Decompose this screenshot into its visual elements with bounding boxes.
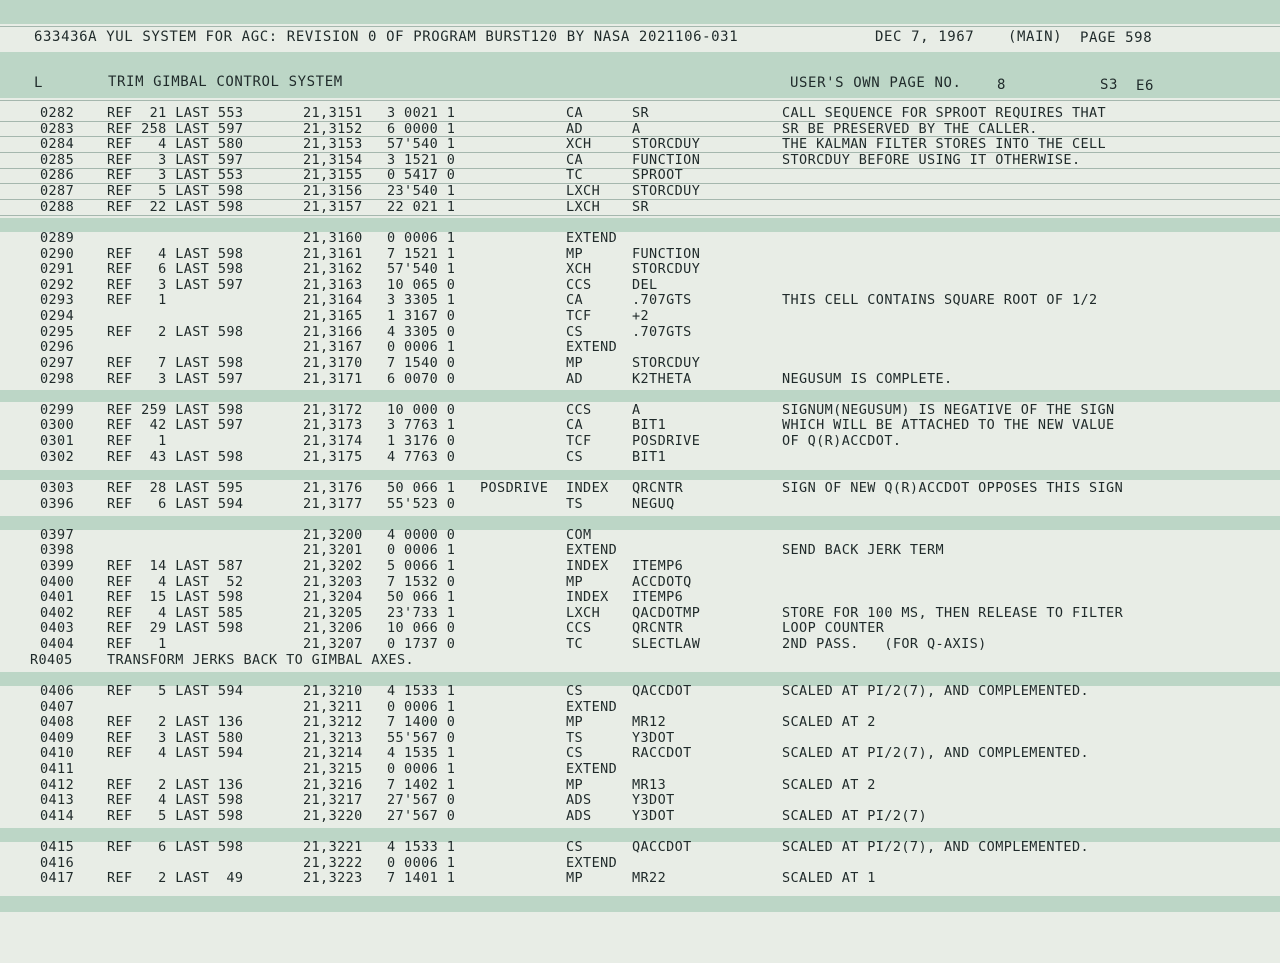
- ref-field: REF 3 LAST 597: [107, 276, 244, 293]
- opcode-field: CS: [566, 745, 584, 762]
- opcode-field: XCH: [566, 136, 592, 153]
- opcode-field: LXCH: [566, 198, 601, 215]
- comment-field: SR BE PRESERVED BY THE CALLER.: [782, 120, 1038, 137]
- ref-field: REF 6 LAST 598: [107, 839, 244, 856]
- ref-field: REF 4 LAST 594: [107, 745, 244, 762]
- opcode-field: INDEX: [566, 557, 609, 574]
- opcode-field: TS: [566, 495, 584, 512]
- opcode-field: LXCH: [566, 604, 601, 621]
- line-number: 0288: [40, 198, 75, 215]
- ref-field: REF 1: [107, 292, 167, 309]
- word-field: 50 066 1: [387, 479, 456, 496]
- line-number: 0295: [40, 323, 75, 340]
- word-field: 7 1400 0: [387, 714, 456, 731]
- address-field: 21,3162: [303, 261, 363, 278]
- line-number: 0283: [40, 120, 75, 137]
- word-field: 0 0006 1: [387, 542, 456, 559]
- line-number: 0399: [40, 557, 75, 574]
- opcode-field: COM: [566, 526, 592, 543]
- opcode-field: TS: [566, 729, 584, 746]
- paper-band: [0, 470, 1280, 480]
- operand-field: QRCNTR: [632, 620, 684, 637]
- operand-field: STORCDUY: [632, 261, 701, 278]
- address-field: 21,3214: [303, 745, 363, 762]
- address-field: 21,3217: [303, 792, 363, 809]
- ref-field: REF 3 LAST 597: [107, 370, 244, 387]
- ref-field: TRANSFORM JERKS BACK TO GIMBAL AXES.: [107, 651, 414, 668]
- opcode-field: LXCH: [566, 183, 601, 200]
- word-field: 6 0000 1: [387, 120, 456, 137]
- banner-title: 633436A YUL SYSTEM FOR AGC: REVISION 0 OF PROGRAM BURST120 BY NASA 2021106-031: [34, 29, 739, 45]
- line-number: 0415: [40, 839, 75, 856]
- address-field: 21,3213: [303, 729, 363, 746]
- address-field: 21,3212: [303, 714, 363, 731]
- ref-field: REF 5 LAST 598: [107, 183, 244, 200]
- line-number: 0406: [40, 682, 75, 699]
- address-field: 21,3205: [303, 604, 363, 621]
- word-field: 0 0006 1: [387, 761, 456, 778]
- word-field: 7 1532 0: [387, 573, 456, 590]
- line-number: 0408: [40, 714, 75, 731]
- line-number: 0400: [40, 573, 75, 590]
- operand-field: A: [632, 401, 641, 418]
- comment-field: SCALED AT PI/2(7): [782, 807, 927, 824]
- line-number: 0293: [40, 292, 75, 309]
- ref-field: REF 4 LAST 52: [107, 573, 244, 590]
- line-number: 0292: [40, 276, 75, 293]
- address-field: 21,3176: [303, 479, 363, 496]
- ref-field: REF 6 LAST 594: [107, 495, 244, 512]
- comment-field: SEND BACK JERK TERM: [782, 542, 945, 559]
- address-field: 21,3211: [303, 698, 363, 715]
- opcode-field: CS: [566, 323, 584, 340]
- address-field: 21,3204: [303, 589, 363, 606]
- operand-field: ACCDOTQ: [632, 573, 692, 590]
- address-field: 21,3154: [303, 151, 363, 168]
- word-field: 0 1737 0: [387, 636, 456, 653]
- word-field: 4 7763 0: [387, 448, 456, 465]
- word-field: 55'567 0: [387, 729, 456, 746]
- comment-field: SCALED AT PI/2(7), AND COMPLEMENTED.: [782, 745, 1089, 762]
- line-number: 0298: [40, 370, 75, 387]
- opcode-field: EXTEND: [566, 854, 618, 871]
- opcode-field: EXTEND: [566, 542, 618, 559]
- opcode-field: ADS: [566, 792, 592, 809]
- ref-field: REF 14 LAST 587: [107, 557, 244, 574]
- comment-field: SIGN OF NEW Q(R)ACCDOT OPPOSES THIS SIGN: [782, 479, 1124, 496]
- comment-field: 2ND PASS. (FOR Q-AXIS): [782, 636, 987, 653]
- opcode-field: MP: [566, 573, 584, 590]
- opcode-field: INDEX: [566, 479, 609, 496]
- address-field: 21,3171: [303, 370, 363, 387]
- word-field: 7 1402 1: [387, 776, 456, 793]
- address-field: 21,3157: [303, 198, 363, 215]
- opcode-field: CS: [566, 839, 584, 856]
- address-field: 21,3174: [303, 433, 363, 450]
- ref-field: REF 6 LAST 598: [107, 261, 244, 278]
- address-field: 21,3215: [303, 761, 363, 778]
- operand-field: .707GTS: [632, 292, 692, 309]
- line-number: 0398: [40, 542, 75, 559]
- ref-field: REF 258 LAST 597: [107, 120, 244, 137]
- line-number: 0282: [40, 105, 75, 121]
- operand-field: POSDRIVE: [632, 433, 701, 450]
- ref-field: REF 43 LAST 598: [107, 448, 244, 465]
- ref-field: REF 5 LAST 594: [107, 682, 244, 699]
- opcode-field: CA: [566, 105, 584, 121]
- paper-rule: [0, 100, 1280, 101]
- opcode-field: CA: [566, 151, 584, 168]
- address-field: 21,3166: [303, 323, 363, 340]
- operand-field: K2THETA: [632, 370, 692, 387]
- address-field: 21,3173: [303, 417, 363, 434]
- operand-field: Y3DOT: [632, 807, 675, 824]
- comment-field: THE KALMAN FILTER STORES INTO THE CELL: [782, 136, 1107, 153]
- word-field: 7 1401 1: [387, 870, 456, 887]
- address-field: 21,3177: [303, 495, 363, 512]
- opcode-field: MP: [566, 870, 584, 887]
- paper-band: [0, 0, 1280, 24]
- address-field: 21,3203: [303, 573, 363, 590]
- line-number: 0285: [40, 151, 75, 168]
- line-number: R0405: [30, 651, 73, 668]
- line-number: 0411: [40, 761, 75, 778]
- opcode-field: AD: [566, 120, 584, 137]
- operand-field: .707GTS: [632, 323, 692, 340]
- comment-field: LOOP COUNTER: [782, 620, 885, 637]
- opcode-field: CS: [566, 682, 584, 699]
- line-number: 0404: [40, 636, 75, 653]
- word-field: 0 5417 0: [387, 167, 456, 184]
- comment-field: SCALED AT 2: [782, 776, 876, 793]
- word-field: 23'733 1: [387, 604, 456, 621]
- line-number: 0412: [40, 776, 75, 793]
- label-field: POSDRIVE: [480, 479, 549, 496]
- ref-field: REF 2 LAST 136: [107, 776, 244, 793]
- line-number: 0294: [40, 308, 75, 325]
- operand-field: Y3DOT: [632, 729, 675, 746]
- users-page-label: USER'S OWN PAGE NO.: [790, 75, 962, 91]
- address-field: 21,3170: [303, 354, 363, 371]
- word-field: 10 000 0: [387, 401, 456, 418]
- ref-field: REF 259 LAST 598: [107, 401, 244, 418]
- line-number: 0414: [40, 807, 75, 824]
- address-field: 21,3222: [303, 854, 363, 871]
- operand-field: RACCDOT: [632, 745, 692, 762]
- ref-field: REF 22 LAST 598: [107, 198, 244, 215]
- opcode-field: TC: [566, 167, 584, 184]
- word-field: 4 1533 1: [387, 839, 456, 856]
- comment-field: STORE FOR 100 MS, THEN RELEASE TO FILTER: [782, 604, 1124, 621]
- address-field: 21,3210: [303, 682, 363, 699]
- address-field: 21,3223: [303, 870, 363, 887]
- comment-field: OF Q(R)ACCDOT.: [782, 433, 902, 450]
- word-field: 0 0006 1: [387, 698, 456, 715]
- ref-field: REF 1: [107, 636, 167, 653]
- operand-field: BIT1: [632, 448, 667, 465]
- opcode-field: CA: [566, 417, 584, 434]
- banner-page: PAGE 598: [1080, 30, 1153, 46]
- operand-field: FUNCTION: [632, 245, 701, 262]
- ref-field: REF 2 LAST 598: [107, 323, 244, 340]
- word-field: 6 0070 0: [387, 370, 456, 387]
- line-number: 0410: [40, 745, 75, 762]
- ref-field: REF 4 LAST 598: [107, 245, 244, 262]
- ref-field: REF 4 LAST 585: [107, 604, 244, 621]
- line-number: 0296: [40, 339, 75, 356]
- word-field: 1 3176 0: [387, 433, 456, 450]
- address-field: 21,3152: [303, 120, 363, 137]
- line-number: 0396: [40, 495, 75, 512]
- address-field: 21,3172: [303, 401, 363, 418]
- word-field: 3 3305 1: [387, 292, 456, 309]
- operand-field: ITEMP6: [632, 589, 684, 606]
- opcode-field: MP: [566, 714, 584, 731]
- ref-field: REF 1: [107, 433, 167, 450]
- address-field: 21,3161: [303, 245, 363, 262]
- operand-field: STORCDUY: [632, 183, 701, 200]
- line-number: 0290: [40, 245, 75, 262]
- address-field: 21,3167: [303, 339, 363, 356]
- line-number: 0416: [40, 854, 75, 871]
- e-code: E6: [1136, 78, 1155, 94]
- opcode-field: XCH: [566, 261, 592, 278]
- paper-band: [0, 896, 1280, 912]
- operand-field: QRCNTR: [632, 479, 684, 496]
- operand-field: NEGUQ: [632, 495, 675, 512]
- word-field: 55'523 0: [387, 495, 456, 512]
- address-field: 21,3163: [303, 276, 363, 293]
- address-field: 21,3201: [303, 542, 363, 559]
- word-field: 7 1540 0: [387, 354, 456, 371]
- log-marker: L: [34, 75, 44, 91]
- comment-field: STORCDUY BEFORE USING IT OTHERWISE.: [782, 151, 1081, 168]
- line-number: 0401: [40, 589, 75, 606]
- opcode-field: EXTEND: [566, 698, 618, 715]
- opcode-field: ADS: [566, 807, 592, 824]
- operand-field: FUNCTION: [632, 151, 701, 168]
- paper-rule: [0, 26, 1280, 27]
- opcode-field: AD: [566, 370, 584, 387]
- opcode-field: EXTEND: [566, 229, 618, 246]
- ref-field: REF 21 LAST 553: [107, 105, 244, 121]
- line-number: 0397: [40, 526, 75, 543]
- opcode-field: EXTEND: [566, 339, 618, 356]
- operand-field: SPROOT: [632, 167, 684, 184]
- line-number: 0417: [40, 870, 75, 887]
- line-number: 0289: [40, 229, 75, 246]
- line-number: 0300: [40, 417, 75, 434]
- line-number: 0302: [40, 448, 75, 465]
- word-field: 23'540 1: [387, 183, 456, 200]
- ref-field: REF 7 LAST 598: [107, 354, 244, 371]
- opcode-field: TCF: [566, 433, 592, 450]
- ref-field: REF 2 LAST 49: [107, 870, 244, 887]
- word-field: 1 3167 0: [387, 308, 456, 325]
- opcode-field: CS: [566, 448, 584, 465]
- line-number: 0287: [40, 183, 75, 200]
- comment-field: THIS CELL CONTAINS SQUARE ROOT OF 1/2: [782, 292, 1098, 309]
- word-field: 3 1521 0: [387, 151, 456, 168]
- address-field: 21,3164: [303, 292, 363, 309]
- ref-field: REF 4 LAST 598: [107, 792, 244, 809]
- operand-field: SR: [632, 198, 650, 215]
- ref-field: REF 28 LAST 595: [107, 479, 244, 496]
- ref-field: REF 4 LAST 580: [107, 136, 244, 153]
- word-field: 0 0006 1: [387, 339, 456, 356]
- operand-field: STORCDUY: [632, 354, 701, 371]
- operand-field: Y3DOT: [632, 792, 675, 809]
- comment-field: SCALED AT PI/2(7), AND COMPLEMENTED.: [782, 682, 1089, 699]
- operand-field: +2: [632, 308, 650, 325]
- comment-field: WHICH WILL BE ATTACHED TO THE NEW VALUE: [782, 417, 1115, 434]
- line-number: 0407: [40, 698, 75, 715]
- comment-field: SCALED AT 1: [782, 870, 876, 887]
- operand-field: DEL: [632, 276, 658, 293]
- paper-band: [0, 218, 1280, 232]
- opcode-field: CCS: [566, 620, 592, 637]
- address-field: 21,3160: [303, 229, 363, 246]
- line-number: 0409: [40, 729, 75, 746]
- comment-field: CALL SEQUENCE FOR SPROOT REQUIRES THAT: [782, 105, 1107, 121]
- operand-field: QACCDOT: [632, 682, 692, 699]
- ref-field: REF 3 LAST 580: [107, 729, 244, 746]
- banner-date: DEC 7, 1967: [875, 29, 975, 45]
- operand-field: SR: [632, 105, 650, 121]
- operand-field: QACCDOT: [632, 839, 692, 856]
- line-number: 0303: [40, 479, 75, 496]
- opcode-field: CCS: [566, 401, 592, 418]
- ref-field: REF 42 LAST 597: [107, 417, 244, 434]
- section-title: TRIM GIMBAL CONTROL SYSTEM: [108, 74, 343, 90]
- line-number: 0301: [40, 433, 75, 450]
- line-number: 0413: [40, 792, 75, 809]
- ref-field: REF 3 LAST 597: [107, 151, 244, 168]
- operand-field: BIT1: [632, 417, 667, 434]
- word-field: 5 0066 1: [387, 557, 456, 574]
- s-code: S3: [1100, 77, 1119, 93]
- word-field: 3 7763 1: [387, 417, 456, 434]
- comment-field: NEGUSUM IS COMPLETE.: [782, 370, 953, 387]
- line-number: 0286: [40, 167, 75, 184]
- word-field: 0 0006 1: [387, 854, 456, 871]
- address-field: 21,3206: [303, 620, 363, 637]
- ref-field: REF 2 LAST 136: [107, 714, 244, 731]
- address-field: 21,3155: [303, 167, 363, 184]
- comment-field: SCALED AT 2: [782, 714, 876, 731]
- ref-field: REF 3 LAST 553: [107, 167, 244, 184]
- address-field: 21,3151: [303, 105, 363, 121]
- word-field: 3 0021 1: [387, 105, 456, 121]
- word-field: 27'567 0: [387, 792, 456, 809]
- address-field: 21,3153: [303, 136, 363, 153]
- opcode-field: CCS: [566, 276, 592, 293]
- address-field: 21,3207: [303, 636, 363, 653]
- operand-field: A: [632, 120, 641, 137]
- line-number: 0299: [40, 401, 75, 418]
- line-number: 0297: [40, 354, 75, 371]
- word-field: 4 1535 1: [387, 745, 456, 762]
- comment-field: SCALED AT PI/2(7), AND COMPLEMENTED.: [782, 839, 1089, 856]
- operand-field: ITEMP6: [632, 557, 684, 574]
- address-field: 21,3175: [303, 448, 363, 465]
- address-field: 21,3165: [303, 308, 363, 325]
- word-field: 7 1521 1: [387, 245, 456, 262]
- word-field: 57'540 1: [387, 136, 456, 153]
- word-field: 4 3305 0: [387, 323, 456, 340]
- operand-field: MR12: [632, 714, 667, 731]
- word-field: 4 1533 1: [387, 682, 456, 699]
- comment-field: SIGNUM(NEGUSUM) IS NEGATIVE OF THE SIGN: [782, 401, 1115, 418]
- word-field: 27'567 0: [387, 807, 456, 824]
- address-field: 21,3216: [303, 776, 363, 793]
- address-field: 21,3220: [303, 807, 363, 824]
- line-number: 0291: [40, 261, 75, 278]
- opcode-field: EXTEND: [566, 761, 618, 778]
- word-field: 10 066 0: [387, 620, 456, 637]
- paper-band: [0, 516, 1280, 530]
- operand-field: MR22: [632, 870, 667, 887]
- operand-field: MR13: [632, 776, 667, 793]
- ref-field: REF 15 LAST 598: [107, 589, 244, 606]
- address-field: 21,3202: [303, 557, 363, 574]
- address-field: 21,3221: [303, 839, 363, 856]
- operand-field: QACDOTMP: [632, 604, 701, 621]
- paper-band: [0, 390, 1280, 402]
- word-field: 57'540 1: [387, 261, 456, 278]
- word-field: 22 021 1: [387, 198, 456, 215]
- word-field: 0 0006 1: [387, 229, 456, 246]
- opcode-field: CA: [566, 292, 584, 309]
- line-number: 0402: [40, 604, 75, 621]
- opcode-field: MP: [566, 354, 584, 371]
- opcode-field: MP: [566, 776, 584, 793]
- users-page-number: 8: [997, 77, 1007, 93]
- operand-field: STORCDUY: [632, 136, 701, 153]
- banner-main: (MAIN): [1008, 29, 1063, 45]
- line-number: 0284: [40, 136, 75, 153]
- word-field: 4 0000 0: [387, 526, 456, 543]
- opcode-field: TCF: [566, 308, 592, 325]
- address-field: 21,3200: [303, 526, 363, 543]
- opcode-field: MP: [566, 245, 584, 262]
- word-field: 50 066 1: [387, 589, 456, 606]
- word-field: 10 065 0: [387, 276, 456, 293]
- operand-field: SLECTLAW: [632, 636, 701, 653]
- opcode-field: TC: [566, 636, 584, 653]
- address-field: 21,3156: [303, 183, 363, 200]
- ref-field: REF 29 LAST 598: [107, 620, 244, 637]
- line-number: 0403: [40, 620, 75, 637]
- ref-field: REF 5 LAST 598: [107, 807, 244, 824]
- opcode-field: INDEX: [566, 589, 609, 606]
